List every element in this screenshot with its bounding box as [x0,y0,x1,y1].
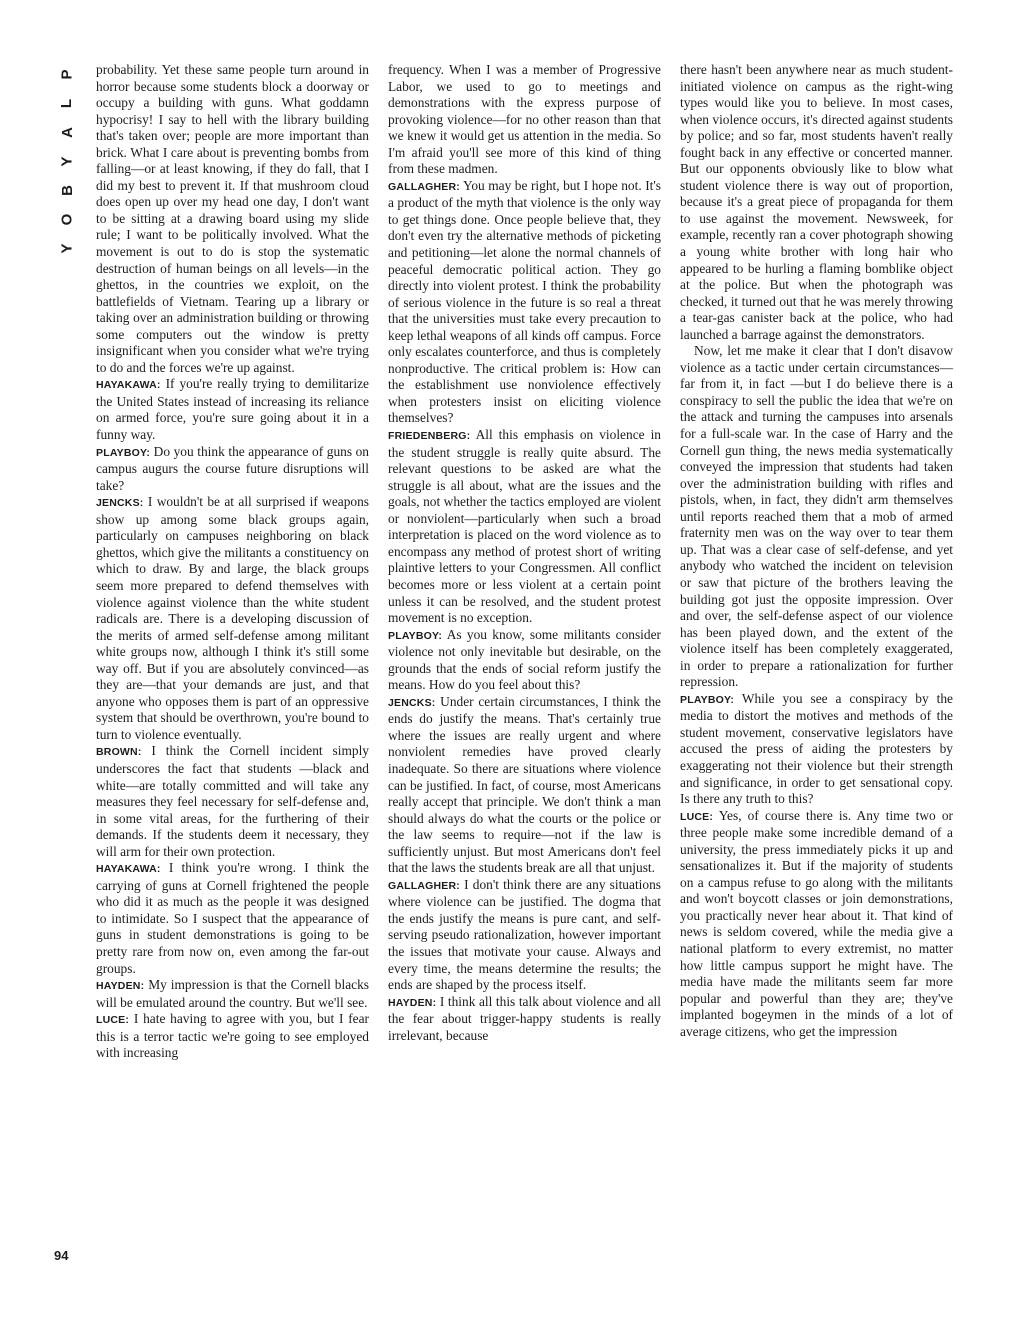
running-head-letter: O [58,213,76,226]
speaker-name: GALLAGHER: [388,879,460,892]
speaker-paragraph [388,994,661,1045]
speaker-paragraph [96,444,369,495]
paragraph-text: Do you think the appearance of guns on campus augurs the course future disruptions will take? [96,443,369,493]
paragraph-text: If you're really trying to demilitarize the United States instead of increasing its reliance on armed force, you're sure going about it in a funny way. [96,376,369,443]
speaker-paragraph [96,977,369,1011]
running-head [54,60,80,263]
paragraph-text: As you know, some militants consider violence not only inevitable but desirable, on the grounds that the ends of social reform justify the means. How do you feel about this? [388,626,661,693]
paragraph-text: I think you're wrong. I think the carrying of guns at Cornell frightened the people who did it as much as the people it was designed to intimidate. So I suspect that the appearance of guns in student demonstrations is going to be pretty rare from now on, even among the far-out groups. [96,860,369,976]
speaker-name: GALLAGHER: [388,180,460,193]
paragraph-text: Now, let me make it clear that I don't disavow violence as a tactic under certain circumstances—far from it, in fact —but I do believe there is a conspiracy to sell the public the idea that we're on the attack and turning the campuses into arsenals for a full-scale war. In the case of Harry and the Cornell gun thing, the news media systematically conveyed the impression that students had taken over the administration building with rifles and pistols, when, in fact, they didn't arm themselves until reports reached them that a mob of armed fraternity men was on the way over to tear them up. That was a clear case of self-defense, and yet anybody who watched the incident on television or saw that picture of the brothers leaving the building got just the opposite impression. Over and over, the self-defense aspect of our violence has been played down, and the extent of the violence itself has been completely exaggerated, in order to prepare a rationalization for further repression. [680,343,953,690]
running-head-letter: P [58,69,76,80]
paragraph-text: You may be right, but I hope not. It's a product of the myth that violence is the only way to get things done. Once people believe that, they don't even try the alternative methods of picketing and petitioning—let alone the normal channels of peaceful democratic political action. They go directly into violent protest. I think the probability of serious violence in the future is so real a threat that the universities must take every precaution to keep lethal weapons of all kinds off campus. Force only escalates counterforce, and thus is completely nonproductive. The critical problem is: How can the establishment use nonviolence effectively when protesters insist on eliciting violence themselves? [388,177,661,426]
paragraph-text: Yes, of course there is. Any time two or three people make some incredible demand of a university, the press immediately picks it up and sensationalizes it. But if the majority of students on a campus refuse to go along with the militants and won't boycott classes or join demonstrations, you practically never hear about it. That kind of news is seldom covered, while the media give a national platform to every extremist, no matter how little campus support he might have. The media have made the militants seem far more popular and powerful than they are; they've implanted bogeymen in the minds of a lot of average citizens, who get the impression [680,807,953,1039]
speaker-name: JENCKS: [388,696,436,709]
running-head-letter: L [58,98,76,109]
paragraph-text: I don't think there are any situations where violence can be justified. The dogma that the ends justify the means is pure cant, and self-serving pseudo rationalization, however important the issues that motivate your cause. Always and every time, the means determine the results; the ends are shaped by the process itself. [388,876,661,993]
paragraph-text: While you see a conspiracy by the media to distort the motives and methods of the student movement, conservative legislators have accused the press of aiding the protesters by exaggerating not their violence but their strength and significance, in order to get sensational copy. Is there any truth to this? [680,690,953,807]
text-column-3 [680,62,953,1040]
speaker-paragraph [388,627,661,694]
speaker-paragraph [680,691,953,808]
body-paragraph [680,343,953,690]
speaker-paragraph [96,1011,369,1062]
speaker-name: HAYAKAWA: [96,379,161,392]
paragraph-text: I think the Cornell incident simply underscores the fact that students —black and white—are totally committed and will take any measures they feel necessary for self-defense and, in some vital areas, for the furthering of their demands. If the students deem it necessary, they will arm for their own protection. [96,743,369,859]
speaker-paragraph [680,808,953,1041]
running-head-letter: Y [58,156,76,167]
speaker-paragraph [388,877,661,994]
speaker-paragraph [388,694,661,877]
speaker-paragraph [96,494,369,743]
running-head-letter: A [58,127,76,138]
speaker-name: LUCE: [680,810,714,823]
running-head-letter: Y [58,243,76,254]
page-number: 94 [54,1248,69,1263]
speaker-paragraph [388,178,661,427]
paragraph-text: probability. Yet these same people turn around in horror because some students block a doorway or occupy a building with guns. What goddamn hypocrisy! I say to hell with the library building that's taken over; people are more important than brick. What I care about is preventing bombs from falling—or at least knowing, if they do fall, that I did my best to prevent it. If that mushroom cloud does open up over my head one day, I don't want to be sitting at a drawing board using my slide rule; I want to be politically involved. What the movement is out to do is stop the systematic destruction of human beings on all levels—in the ghettos, in the countries we exploit, on the battlefields of Vietnam. Tearing up a library or taking over an administration building or throwing some computers out the window is pretty insignificant when you consider what we're trying to do and the forces we're up against. [96,62,369,375]
paragraph-text: frequency. When I was a member of Progressive Labor, we used to go to meetings and demonstrations with the express purpose of provoking violence—for no other reason than that we knew it would get us attention in the media. So I'm afraid you'll see more of this kind of thing from these madmen. [388,62,661,177]
text-column-1 [96,62,369,1062]
speaker-name: PLAYBOY: [680,693,735,706]
body-paragraph [680,62,953,343]
paragraph-text: I hate having to agree with you, but I fear this is a terror tactic we're going to see employed with increasing [96,1011,369,1061]
paragraph-text: My impression is that the Cornell blacks will be emulated around the country. But we'll see. [96,977,369,1010]
speaker-paragraph [388,427,661,627]
paragraph-text: All this emphasis on violence in the student struggle is really quite absurd. The relevant questions to be asked are what the struggle is all about, what are the issues and the goals, not whether the tactics employed are violent or nonviolent—particularly when such a broad interpretation is placed on the word violence as to encompass any method of protest short of writing plaintive letters to your Congressmen. All conflict becomes more or less violent at a certain point unless it can be resolved, and the student protest movement is no exception. [388,427,661,626]
running-head-letter: B [58,185,76,196]
paragraph-text: Under certain circumstances, I think the ends do justify the means. That's certainly true where the issues are really urgent and where nonviolent remedies have proved clearly inadequate. So there are situations where violence can be justified. In fact, of course, most Americans really accept that principle. We don't think a man should always do what the courts or the police or the law seems to require—not if the law is sufficiently unjust. But most Americans don't feel that the laws the students break are all that unjust. [388,693,661,876]
speaker-name: JENCKS: [96,497,144,510]
speaker-name: PLAYBOY: [96,446,151,459]
speaker-name: HAYDEN: [96,980,145,993]
body-paragraph [388,62,661,178]
paragraph-text: I wouldn't be at all surprised if weapons show up among some black groups again, particularly on campuses neighboring on black ghettos, which give the militants a constituency on which to draw. By and large, the black groups seem more prepared to defend themselves with violence against violence than the white student radicals are. There is a developing discussion of the merits of armed self-defense among militant white groups now, although I think it's still some way off. But if you are absolutely convinced—as they are—that your demands are just, and that anyone who opposes them is part of an oppressive system that should be overthrown, you're bound to turn to violence eventually. [96,494,369,742]
speaker-paragraph [96,860,369,977]
speaker-name: BROWN: [96,746,142,759]
speaker-name: PLAYBOY: [388,629,443,642]
speaker-name: HAYAKAWA: [96,863,161,876]
text-column-2 [388,62,661,1044]
paragraph-text: I think all this talk about violence and all the fear about trigger-happy students is really irrelevant, because [388,993,661,1043]
speaker-name: LUCE: [96,1014,130,1027]
speaker-name: HAYDEN: [388,996,437,1009]
body-paragraph [96,62,369,376]
paragraph-text: there hasn't been anywhere near as much student-initiated violence on campus as the right-wing types would like you to believe. In most cases, when violence occurs, it's directed against students by police; and so far, most students haven't really fought back in any effective or concerted manner. But our opponents obviously like to blow what student violence there is way out of proportion, because it's a great piece of propaganda for them to use against the movement. Newsweek, for example, recently ran a cover photograph showing a young white brother with long hair who appeared to be hurling a flaming bomblike object at the police. But when the photograph was checked, it turned out that he was merely throwing a tear-gas canister back at the police, who had launched a barrage against the demonstrators. [680,62,953,342]
speaker-paragraph [96,743,369,860]
speaker-name: FRIEDENBERG: [388,430,471,443]
speaker-paragraph [96,376,369,443]
